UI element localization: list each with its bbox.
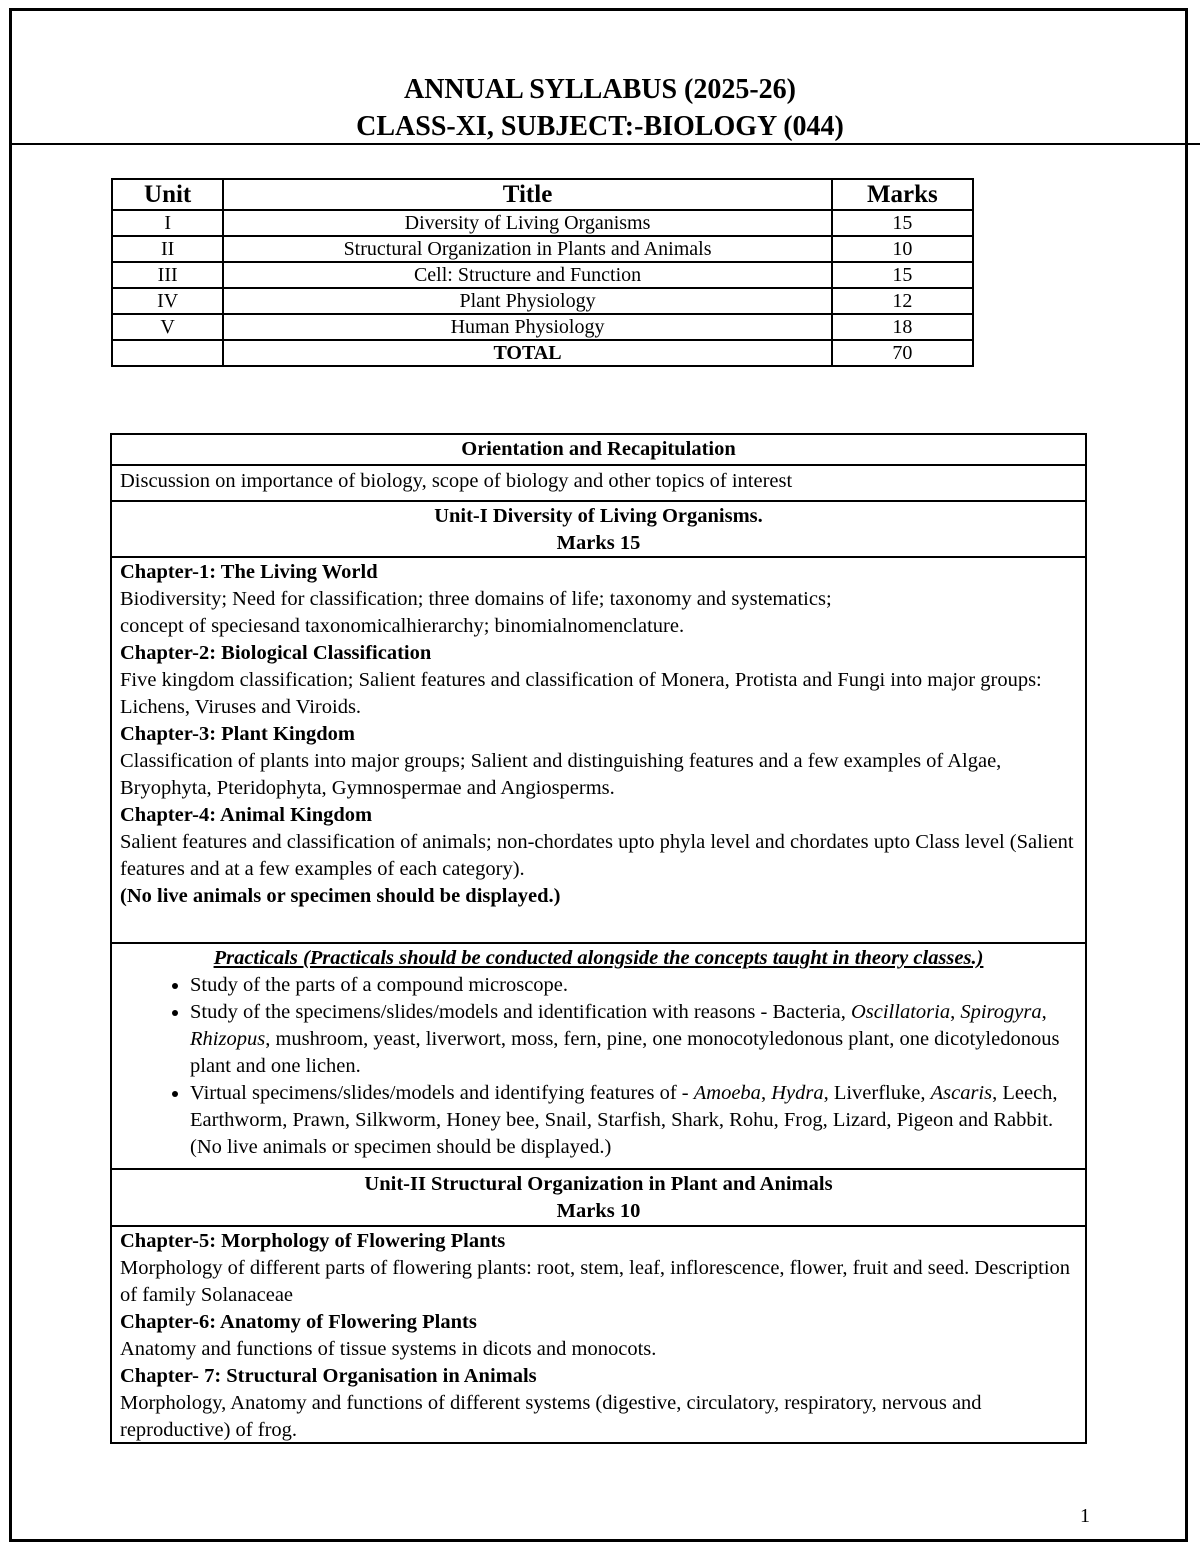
unit1-content [112,558,1085,944]
cell-marks: 15 [832,262,973,288]
practicals-section [112,944,1085,1170]
cell-title: Plant Physiology [223,288,831,314]
unit1-note: (No live animals or specimen should be displayed.) [120,885,561,907]
cell-marks: 10 [832,236,973,262]
marks-distribution-table [111,178,974,367]
cell-total-label: TOTAL [223,340,831,366]
table-row [112,236,973,262]
table-row [112,314,973,340]
chapter-7-title: Chapter- 7: Structural Organisation in Animals [120,1365,537,1387]
chapter-4-title: Chapter-4: Animal Kingdom [120,804,373,826]
table-total-row [112,340,973,366]
cell-unit: II [112,236,223,262]
chapter-1-text-line2: concept of speciesand taxonomicalhierarchy; binomialnomenclature. [120,615,685,637]
cell-title: Structural Organization in Plants and Animals [223,236,831,262]
chapter-7-text: Morphology, Anatomy and functions of different systems (digestive, circulatory, respiratory, nervous and reproductive) of frog. [120,1392,982,1441]
unit1-heading: Unit-I Diversity of Living Organisms. [434,505,763,527]
orientation-text: Discussion on importance of biology, scope of biology and other topics of interest [112,466,1085,502]
document-title: ANNUAL SYLLABUS (2025-26) [403,74,797,105]
column-header-unit: Unit [112,179,223,210]
unit1-heading-cell [112,502,1085,558]
cell-total-marks: 70 [832,340,973,366]
document-subtitle: CLASS-XI, SUBJECT:-BIOLOGY (044) [356,111,844,142]
unit1-marks: Marks 15 [556,532,641,554]
table-row [112,288,973,314]
practicals-heading: Practicals (Practicals should be conducted alongside the concepts taught in theory classes.) [213,947,984,969]
chapter-1-title: Chapter-1: The Living World [120,561,378,583]
chapter-1-text-line1: Biodiversity; Need for classification; three domains of life; taxonomy and systematics; [120,588,832,610]
chapter-2-title: Chapter-2: Biological Classification [120,642,432,664]
column-header-marks: Marks [832,179,973,210]
list-item: • Study of the specimens/slides/models and identification with reasons - Bacteria, Oscillatoria, Spirogyra, Rhizopus, mushroom, yeast, liverwort, moss, fern, pine, one monocotyledonous plant, one dicotyledonous plant and one lichen. [190,999,1077,1080]
cell-unit: V [112,314,223,340]
list-item: • Study of the parts of a compound microscope. [190,972,1077,999]
unit2-heading: Unit-II Structural Organization in Plant and Animals [364,1173,833,1195]
header-divider [9,143,1200,145]
table-row [112,210,973,236]
chapter-3-title: Chapter-3: Plant Kingdom [120,723,355,745]
chapter-5-title: Chapter-5: Morphology of Flowering Plants [120,1230,506,1252]
column-header-title: Title [223,179,831,210]
cell-title: Diversity of Living Organisms [223,210,831,236]
practicals-list [120,972,1077,1161]
chapter-4-text: Salient features and classification of animals; non-chordates upto phyla level and chordates upto Class level (Salient features and at a few examples of each category). [120,831,1074,880]
cell-marks: 18 [832,314,973,340]
chapter-5-text: Morphology of different parts of flowering plants: root, stem, leaf, inflorescence, flower, fruit and seed. Description of family Solanaceae [120,1257,1071,1306]
cell-title: Cell: Structure and Function [223,262,831,288]
cell-unit: I [112,210,223,236]
unit2-marks: Marks 10 [556,1200,641,1222]
cell-marks: 15 [832,210,973,236]
list-item: • Virtual specimens/slides/models and identifying features of - Amoeba, Hydra, Liverfluke, Ascaris, Leech, Earthworm, Prawn, Silkworm, Honey bee, Snail, Starfish, Shark, Rohu, Frog, Lizard, Pigeon and Rabbit. (No live animals or specimen should be displayed.) [190,1080,1077,1161]
page-number: 1 [1080,1505,1090,1527]
unit2-content [112,1227,1085,1444]
chapter-3-text: Classification of plants into major groups; Salient and distinguishing features and a few examples of Algae, Bryophyta, Pteridophyta, Gymnospermae and Angiosperms. [120,750,1002,799]
chapter-6-text: Anatomy and functions of tissue systems in dicots and monocots. [120,1338,657,1360]
chapter-2-text: Five kingdom classification; Salient features and classification of Monera, Protista and Fungi into major groups: Lichens, Viruses and Viroids. [120,669,1042,718]
cell-unit [112,340,223,366]
unit2-heading-cell [112,1170,1085,1227]
table-row [112,262,973,288]
syllabus-content-table [110,433,1087,1444]
cell-marks: 12 [832,288,973,314]
table-header-row [112,179,973,210]
cell-unit: III [112,262,223,288]
cell-unit: IV [112,288,223,314]
cell-title: Human Physiology [223,314,831,340]
chapter-6-title: Chapter-6: Anatomy of Flowering Plants [120,1311,477,1333]
orientation-heading: Orientation and Recapitulation [112,435,1085,466]
